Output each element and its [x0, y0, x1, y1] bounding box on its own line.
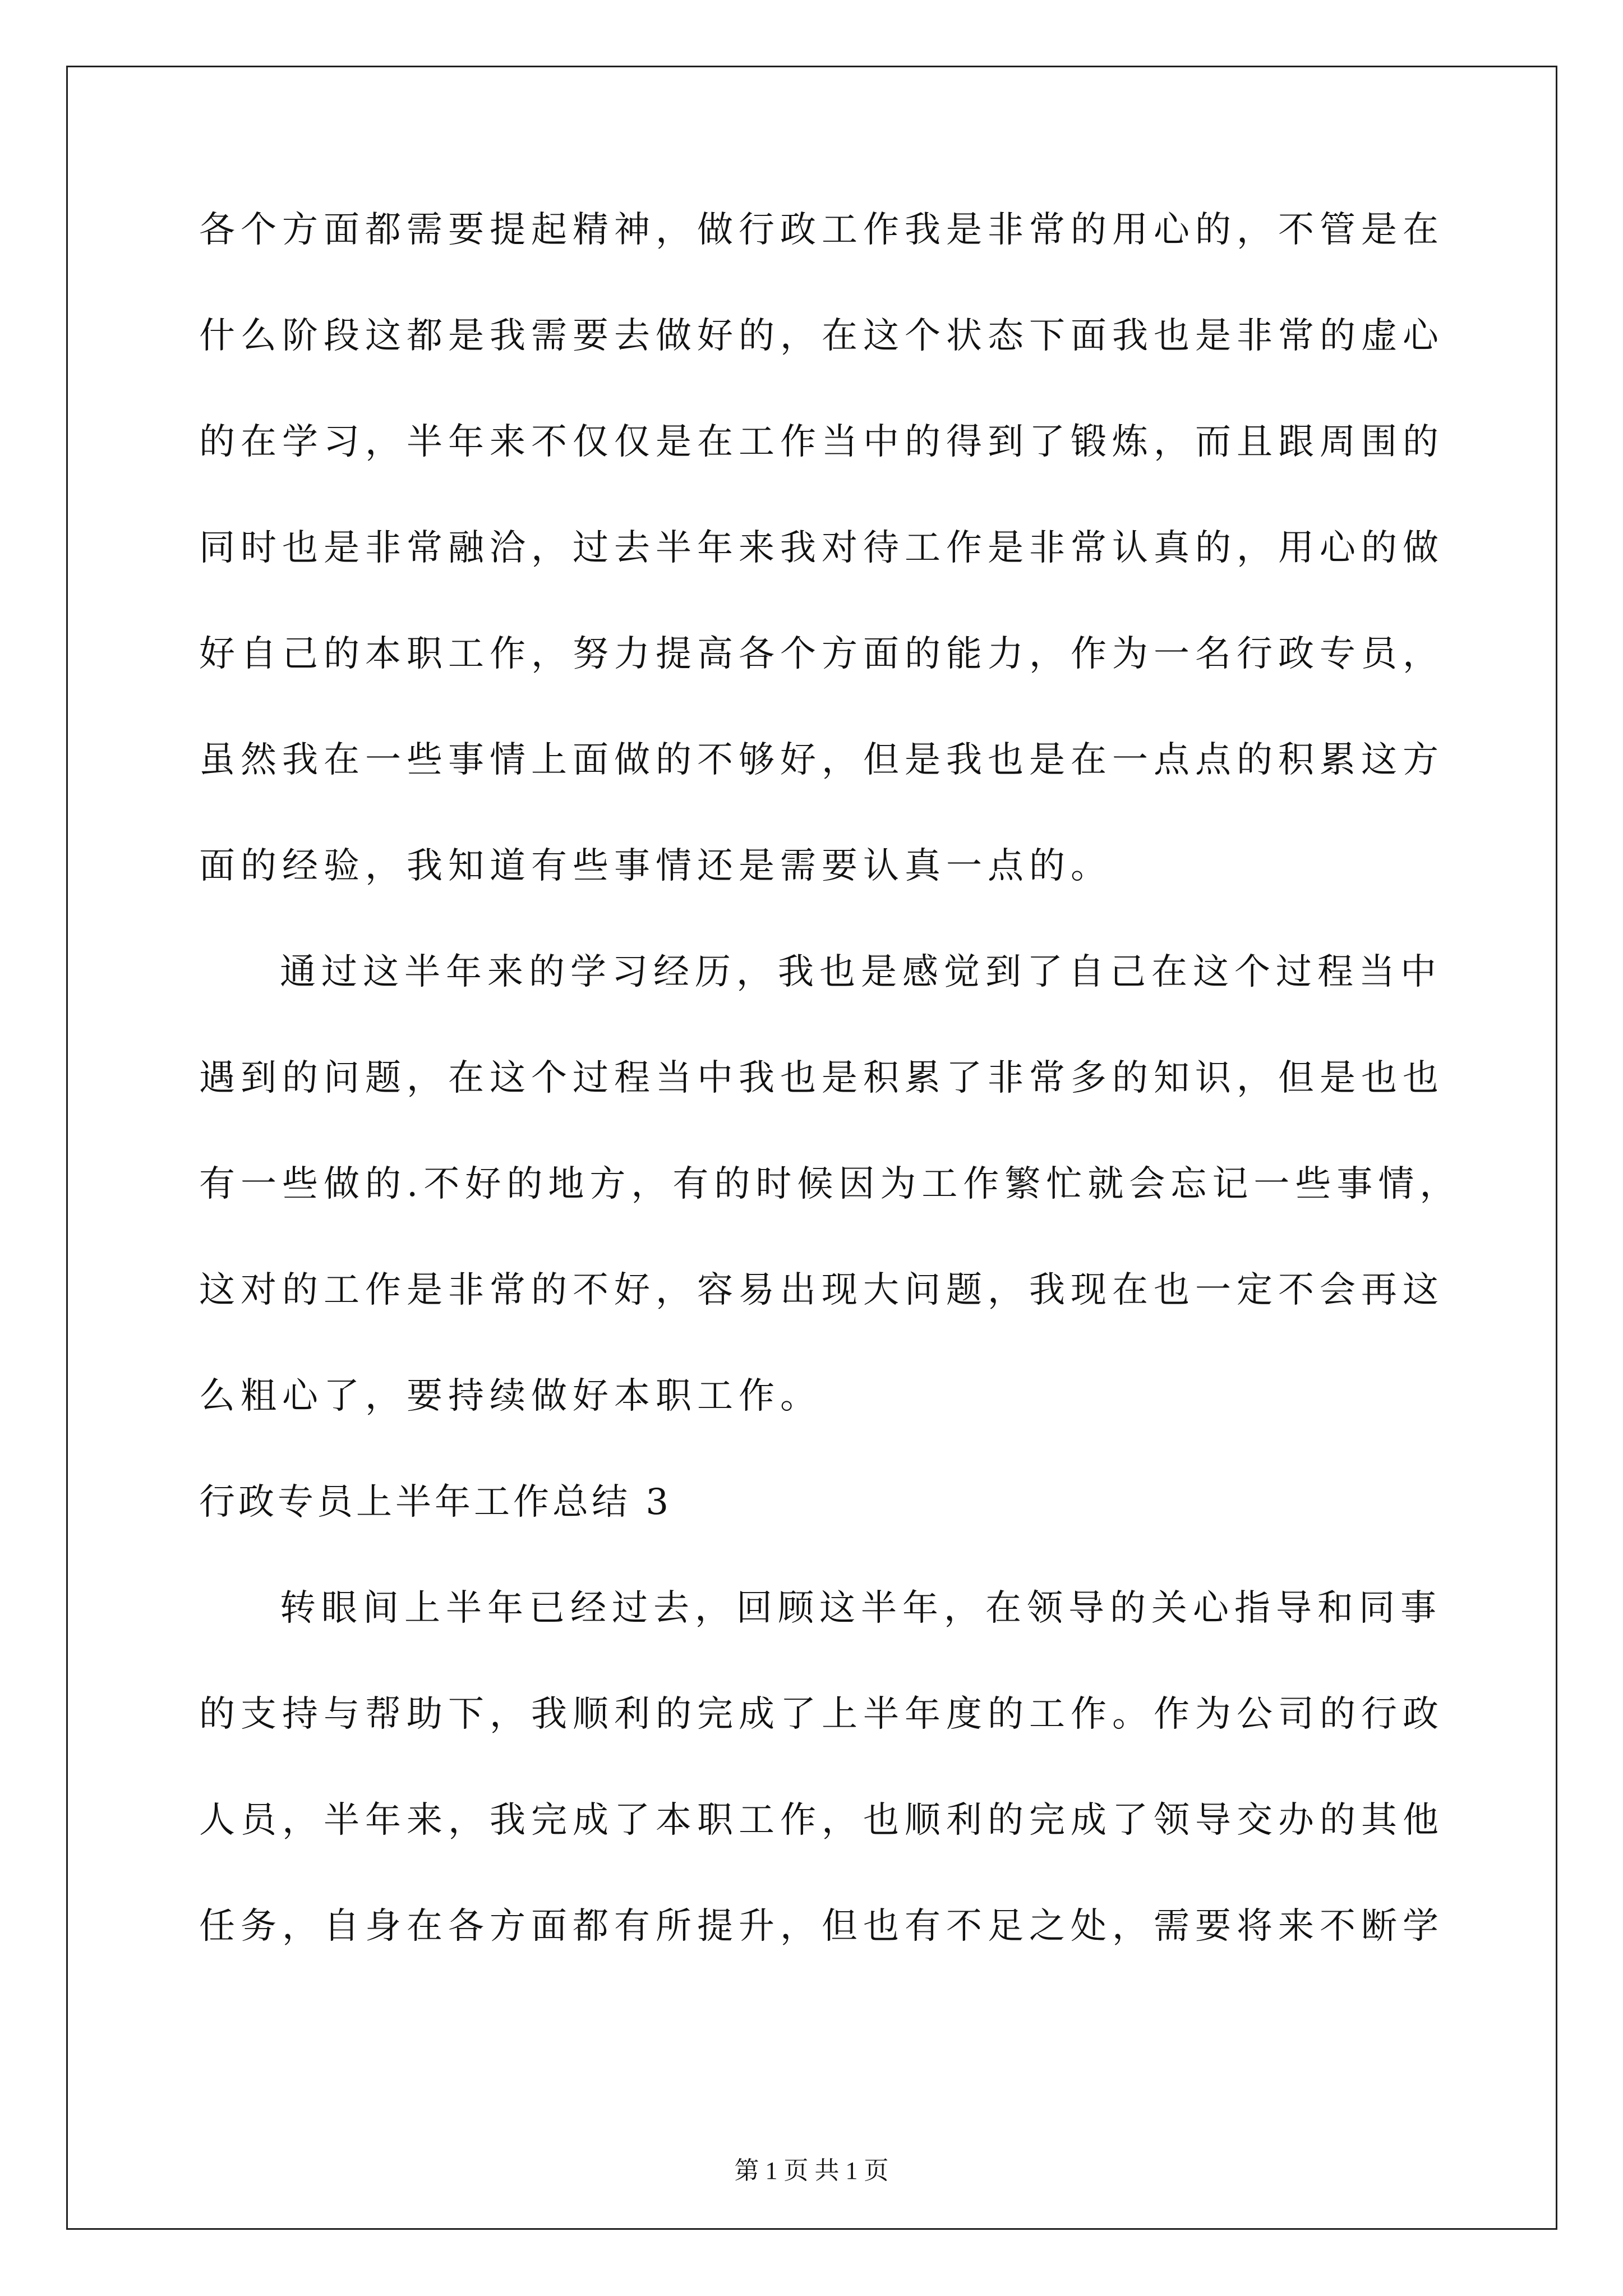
text-line: 任务，自身在各方面都有所提升，但也有不足之处，需要将来不断学	[199, 1906, 1444, 1947]
text-line: 人员，半年来，我完成了本职工作，也顺利的完成了领导交办的其他	[199, 1800, 1444, 1841]
text-line: 好自己的本职工作，努力提高各个方面的能力，作为一名行政专员，	[199, 633, 1444, 675]
text-line: 有一些做的.不好的地方，有的时候因为工作繁忙就会忘记一些事情，	[199, 1163, 1461, 1205]
text-line: 的在学习，半年来不仅仅是在工作当中的得到了锻炼，而且跟周围的	[199, 421, 1444, 463]
text-line: 各个方面都需要提起精神，做行政工作我是非常的用心的，不管是在	[199, 209, 1444, 251]
text-line: 通过这半年来的学习经历，我也是感觉到了自己在这个过程当中	[280, 951, 1442, 993]
page-number: 第 1 页 共 1 页	[734, 2157, 889, 2184]
text-line: 这对的工作是非常的不好，容易出现大问题，我现在也一定不会再这	[199, 1269, 1444, 1311]
text-line: 同时也是非常融洽，过去半年来我对待工作是非常认真的，用心的做	[199, 527, 1444, 569]
text-line: 的支持与帮助下，我顺利的完成了上半年度的工作。作为公司的行政	[199, 1694, 1444, 1735]
section-heading: 行政专员上半年工作总结 3	[199, 1481, 672, 1523]
text-line: 转眼间上半年已经过去，回顾这半年，在领导的关心指导和同事	[280, 1588, 1442, 1629]
text-line: 什么阶段这都是我需要去做好的，在这个状态下面我也是非常的虚心	[199, 315, 1444, 357]
text-line: 遇到的问题，在这个过程当中我也是积累了非常多的知识，但是也也	[199, 1057, 1444, 1099]
text-line: 么粗心了，要持续做好本职工作。	[199, 1375, 822, 1417]
text-line: 虽然我在一些事情上面做的不够好，但是我也是在一点点的积累这方	[199, 739, 1444, 781]
text-line: 面的经验，我知道有些事情还是需要认真一点的。	[199, 845, 1112, 887]
